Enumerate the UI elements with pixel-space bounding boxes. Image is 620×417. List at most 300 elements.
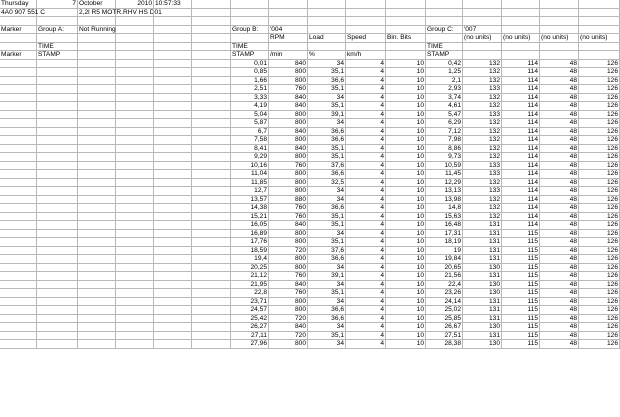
empty-cell[interactable] xyxy=(116,51,154,60)
data-cell[interactable]: 0,42 xyxy=(426,60,463,69)
empty-cell[interactable] xyxy=(0,34,37,43)
data-cell[interactable]: 115 xyxy=(502,238,540,247)
empty-cell[interactable] xyxy=(37,323,78,332)
data-cell[interactable]: 126 xyxy=(579,77,620,86)
data-cell[interactable]: 130 xyxy=(463,340,502,349)
data-cell[interactable]: 132 xyxy=(463,119,502,128)
data-cell[interactable]: 10 xyxy=(386,272,426,281)
data-cell[interactable]: 48 xyxy=(540,255,579,264)
data-cell[interactable]: 7,58 xyxy=(231,136,269,145)
empty-cell[interactable] xyxy=(154,77,192,86)
data-cell[interactable]: 24,57 xyxy=(231,306,269,315)
empty-cell[interactable] xyxy=(463,9,502,18)
empty-cell[interactable] xyxy=(540,43,579,52)
data-cell[interactable]: 10 xyxy=(386,230,426,239)
empty-cell[interactable] xyxy=(37,332,78,341)
empty-cell[interactable] xyxy=(192,128,231,137)
empty-cell[interactable] xyxy=(579,17,620,26)
data-cell[interactable]: 35,1 xyxy=(308,68,346,77)
empty-cell[interactable] xyxy=(116,9,154,18)
data-cell[interactable]: 4 xyxy=(346,204,386,213)
data-cell[interactable]: 4 xyxy=(346,85,386,94)
data-cell[interactable]: 48 xyxy=(540,272,579,281)
data-cell[interactable]: 800 xyxy=(269,170,308,179)
empty-cell[interactable] xyxy=(154,94,192,103)
empty-cell[interactable] xyxy=(192,187,231,196)
empty-cell[interactable] xyxy=(116,34,154,43)
empty-cell[interactable] xyxy=(116,306,154,315)
empty-cell[interactable] xyxy=(0,221,37,230)
empty-cell[interactable] xyxy=(386,43,426,52)
empty-cell[interactable] xyxy=(78,94,116,103)
data-cell[interactable]: 800 xyxy=(269,77,308,86)
data-cell[interactable]: 35,1 xyxy=(308,153,346,162)
empty-cell[interactable] xyxy=(78,68,116,77)
data-cell[interactable]: 131 xyxy=(463,306,502,315)
empty-cell[interactable] xyxy=(192,315,231,324)
empty-cell[interactable] xyxy=(579,0,620,9)
data-cell[interactable]: 126 xyxy=(579,170,620,179)
empty-cell[interactable] xyxy=(116,340,154,349)
empty-cell[interactable] xyxy=(0,340,37,349)
data-cell[interactable]: 126 xyxy=(579,264,620,273)
data-cell[interactable]: 48 xyxy=(540,162,579,171)
data-cell[interactable]: 720 xyxy=(269,332,308,341)
data-cell[interactable]: 28,38 xyxy=(426,340,463,349)
data-cell[interactable]: 19,84 xyxy=(426,255,463,264)
data-cell[interactable]: 13,13 xyxy=(426,187,463,196)
data-cell[interactable]: 4 xyxy=(346,323,386,332)
data-cell[interactable]: 37,6 xyxy=(308,247,346,256)
data-cell[interactable]: 114 xyxy=(502,204,540,213)
data-cell[interactable]: 115 xyxy=(502,340,540,349)
data-cell[interactable]: 4 xyxy=(346,281,386,290)
data-cell[interactable]: 114 xyxy=(502,162,540,171)
empty-cell[interactable] xyxy=(78,102,116,111)
empty-cell[interactable] xyxy=(192,162,231,171)
data-cell[interactable]: 5,47 xyxy=(426,111,463,120)
empty-cell[interactable] xyxy=(78,51,116,60)
data-cell[interactable]: 13,57 xyxy=(231,196,269,205)
data-cell[interactable]: 840 xyxy=(269,60,308,69)
empty-cell[interactable] xyxy=(37,264,78,273)
data-cell[interactable]: 48 xyxy=(540,60,579,69)
empty-cell[interactable] xyxy=(502,17,540,26)
empty-cell[interactable] xyxy=(116,315,154,324)
empty-cell[interactable] xyxy=(78,162,116,171)
empty-cell[interactable] xyxy=(0,128,37,137)
data-cell[interactable]: 48 xyxy=(540,264,579,273)
data-cell[interactable]: 800 xyxy=(269,187,308,196)
empty-cell[interactable] xyxy=(192,119,231,128)
empty-cell[interactable] xyxy=(192,196,231,205)
data-cell[interactable]: 126 xyxy=(579,289,620,298)
empty-cell[interactable] xyxy=(0,153,37,162)
empty-cell[interactable] xyxy=(308,43,346,52)
empty-cell[interactable] xyxy=(154,323,192,332)
data-cell[interactable]: 840 xyxy=(269,94,308,103)
empty-cell[interactable] xyxy=(116,323,154,332)
empty-cell[interactable] xyxy=(463,17,502,26)
empty-cell[interactable] xyxy=(78,255,116,264)
data-cell[interactable]: 132 xyxy=(463,68,502,77)
empty-cell[interactable] xyxy=(37,289,78,298)
data-cell[interactable]: 16,89 xyxy=(231,230,269,239)
group-b-number[interactable]: '004 xyxy=(269,26,308,35)
empty-cell[interactable] xyxy=(37,111,78,120)
time-stamp-b-line1[interactable]: TIME xyxy=(231,43,269,52)
data-cell[interactable]: 10 xyxy=(386,213,426,222)
empty-cell[interactable] xyxy=(192,60,231,69)
data-cell[interactable]: 48 xyxy=(540,332,579,341)
empty-cell[interactable] xyxy=(116,298,154,307)
empty-cell[interactable] xyxy=(154,221,192,230)
data-cell[interactable]: 4 xyxy=(346,247,386,256)
data-cell[interactable]: 22,4 xyxy=(426,281,463,290)
data-cell[interactable]: 126 xyxy=(579,221,620,230)
data-cell[interactable]: 14,38 xyxy=(231,204,269,213)
empty-cell[interactable] xyxy=(346,0,386,9)
empty-cell[interactable] xyxy=(116,213,154,222)
data-cell[interactable]: 5,04 xyxy=(231,111,269,120)
data-cell[interactable]: 126 xyxy=(579,111,620,120)
empty-cell[interactable] xyxy=(0,111,37,120)
empty-cell[interactable] xyxy=(37,255,78,264)
data-cell[interactable]: 115 xyxy=(502,281,540,290)
data-cell[interactable]: 32,5 xyxy=(308,179,346,188)
data-cell[interactable]: 126 xyxy=(579,255,620,264)
empty-cell[interactable] xyxy=(116,77,154,86)
empty-cell[interactable] xyxy=(78,332,116,341)
day-cell[interactable]: Thursday xyxy=(0,0,37,9)
empty-cell[interactable] xyxy=(346,26,386,35)
data-cell[interactable]: 133 xyxy=(463,85,502,94)
empty-cell[interactable] xyxy=(0,238,37,247)
data-cell[interactable]: 21,12 xyxy=(231,272,269,281)
data-cell[interactable]: 48 xyxy=(540,289,579,298)
empty-cell[interactable] xyxy=(154,111,192,120)
empty-cell[interactable] xyxy=(579,43,620,52)
empty-cell[interactable] xyxy=(0,264,37,273)
empty-cell[interactable] xyxy=(37,128,78,137)
data-cell[interactable]: 130 xyxy=(463,289,502,298)
empty-cell[interactable] xyxy=(0,77,37,86)
empty-cell[interactable] xyxy=(540,17,579,26)
empty-cell[interactable] xyxy=(192,17,231,26)
empty-cell[interactable] xyxy=(154,145,192,154)
empty-cell[interactable] xyxy=(192,68,231,77)
empty-cell[interactable] xyxy=(0,85,37,94)
data-cell[interactable]: 48 xyxy=(540,204,579,213)
data-cell[interactable]: 2,51 xyxy=(231,85,269,94)
empty-cell[interactable] xyxy=(579,26,620,35)
empty-cell[interactable] xyxy=(37,17,78,26)
data-cell[interactable]: 126 xyxy=(579,230,620,239)
data-cell[interactable]: 840 xyxy=(269,145,308,154)
empty-cell[interactable] xyxy=(154,238,192,247)
empty-cell[interactable] xyxy=(192,264,231,273)
empty-cell[interactable] xyxy=(116,272,154,281)
empty-cell[interactable] xyxy=(154,204,192,213)
empty-cell[interactable] xyxy=(386,0,426,9)
data-cell[interactable]: 115 xyxy=(502,272,540,281)
data-cell[interactable]: 48 xyxy=(540,119,579,128)
empty-cell[interactable] xyxy=(37,196,78,205)
data-cell[interactable]: 11,04 xyxy=(231,170,269,179)
data-cell[interactable]: 130 xyxy=(463,281,502,290)
empty-cell[interactable] xyxy=(116,221,154,230)
data-cell[interactable]: 34 xyxy=(308,264,346,273)
data-cell[interactable]: 126 xyxy=(579,204,620,213)
data-cell[interactable]: 48 xyxy=(540,230,579,239)
empty-cell[interactable] xyxy=(116,136,154,145)
data-cell[interactable]: 10 xyxy=(386,179,426,188)
data-cell[interactable]: 126 xyxy=(579,332,620,341)
empty-cell[interactable] xyxy=(116,85,154,94)
data-cell[interactable]: 4 xyxy=(346,332,386,341)
data-cell[interactable]: 48 xyxy=(540,68,579,77)
empty-cell[interactable] xyxy=(192,111,231,120)
data-cell[interactable]: 126 xyxy=(579,340,620,349)
empty-cell[interactable] xyxy=(154,187,192,196)
empty-cell[interactable] xyxy=(116,230,154,239)
data-cell[interactable]: 126 xyxy=(579,136,620,145)
empty-cell[interactable] xyxy=(0,255,37,264)
data-cell[interactable]: 10 xyxy=(386,196,426,205)
empty-cell[interactable] xyxy=(116,196,154,205)
data-cell[interactable]: 1,25 xyxy=(426,68,463,77)
data-cell[interactable]: 10 xyxy=(386,204,426,213)
empty-cell[interactable] xyxy=(502,9,540,18)
empty-cell[interactable] xyxy=(426,34,463,43)
empty-cell[interactable] xyxy=(192,94,231,103)
data-cell[interactable]: 48 xyxy=(540,306,579,315)
empty-cell[interactable] xyxy=(154,230,192,239)
no-units-header-4[interactable]: (no units) xyxy=(579,34,620,43)
empty-cell[interactable] xyxy=(116,255,154,264)
data-cell[interactable]: 132 xyxy=(463,94,502,103)
empty-cell[interactable] xyxy=(116,162,154,171)
empty-cell[interactable] xyxy=(78,77,116,86)
time-stamp-a-line2[interactable]: STAMP xyxy=(37,51,78,60)
empty-cell[interactable] xyxy=(154,85,192,94)
empty-cell[interactable] xyxy=(116,43,154,52)
empty-cell[interactable] xyxy=(154,128,192,137)
ecu-desc-cell[interactable]: 2,2l R5 MOTR.RHV HS D01 xyxy=(79,8,162,16)
data-cell[interactable]: 4 xyxy=(346,264,386,273)
empty-cell[interactable] xyxy=(116,128,154,137)
data-cell[interactable]: 20,65 xyxy=(426,264,463,273)
data-cell[interactable]: 34 xyxy=(308,340,346,349)
empty-cell[interactable] xyxy=(386,17,426,26)
empty-cell[interactable] xyxy=(426,17,463,26)
empty-cell[interactable] xyxy=(192,102,231,111)
empty-cell[interactable] xyxy=(346,9,386,18)
empty-cell[interactable] xyxy=(154,17,192,26)
empty-cell[interactable] xyxy=(37,298,78,307)
data-cell[interactable]: 20,25 xyxy=(231,264,269,273)
empty-cell[interactable] xyxy=(192,179,231,188)
empty-cell[interactable] xyxy=(192,136,231,145)
data-cell[interactable]: 35,1 xyxy=(308,213,346,222)
data-cell[interactable]: 0,85 xyxy=(231,68,269,77)
empty-cell[interactable] xyxy=(37,315,78,324)
empty-cell[interactable] xyxy=(78,221,116,230)
data-cell[interactable]: 11,85 xyxy=(231,179,269,188)
data-cell[interactable]: 4 xyxy=(346,315,386,324)
data-cell[interactable]: 12,29 xyxy=(426,179,463,188)
data-cell[interactable]: 48 xyxy=(540,213,579,222)
data-cell[interactable]: 39,1 xyxy=(308,111,346,120)
data-cell[interactable]: 15,21 xyxy=(231,213,269,222)
marker-label-2[interactable]: Marker xyxy=(0,51,37,60)
data-cell[interactable]: 10 xyxy=(386,162,426,171)
empty-cell[interactable] xyxy=(502,43,540,52)
data-cell[interactable]: 760 xyxy=(269,204,308,213)
data-cell[interactable]: 10,16 xyxy=(231,162,269,171)
data-cell[interactable]: 37,6 xyxy=(308,162,346,171)
data-cell[interactable]: 132 xyxy=(463,102,502,111)
empty-cell[interactable] xyxy=(37,9,78,18)
data-cell[interactable]: 4 xyxy=(346,111,386,120)
empty-cell[interactable] xyxy=(116,102,154,111)
data-cell[interactable]: 23,71 xyxy=(231,298,269,307)
data-cell[interactable]: 840 xyxy=(269,102,308,111)
time-stamp-c-line1[interactable]: TIME xyxy=(426,43,463,52)
data-cell[interactable]: 11,45 xyxy=(426,170,463,179)
empty-cell[interactable] xyxy=(154,60,192,69)
empty-cell[interactable] xyxy=(154,26,192,35)
empty-cell[interactable] xyxy=(0,162,37,171)
data-cell[interactable]: 10 xyxy=(386,102,426,111)
data-cell[interactable]: 131 xyxy=(463,315,502,324)
data-cell[interactable]: 48 xyxy=(540,179,579,188)
empty-cell[interactable] xyxy=(154,136,192,145)
empty-cell[interactable] xyxy=(78,111,116,120)
data-cell[interactable]: 4 xyxy=(346,145,386,154)
data-cell[interactable]: 21,56 xyxy=(426,272,463,281)
empty-cell[interactable] xyxy=(78,230,116,239)
data-cell[interactable]: 114 xyxy=(502,119,540,128)
data-cell[interactable]: 132 xyxy=(463,128,502,137)
empty-cell[interactable] xyxy=(78,60,116,69)
empty-cell[interactable] xyxy=(192,51,231,60)
data-cell[interactable]: 48 xyxy=(540,221,579,230)
empty-cell[interactable] xyxy=(0,179,37,188)
empty-cell[interactable] xyxy=(192,145,231,154)
empty-cell[interactable] xyxy=(116,111,154,120)
empty-cell[interactable] xyxy=(0,102,37,111)
empty-cell[interactable] xyxy=(192,247,231,256)
data-cell[interactable]: 10 xyxy=(386,340,426,349)
data-cell[interactable]: 114 xyxy=(502,136,540,145)
data-cell[interactable]: 48 xyxy=(540,77,579,86)
empty-cell[interactable] xyxy=(154,43,192,52)
data-cell[interactable]: 133 xyxy=(463,187,502,196)
empty-cell[interactable] xyxy=(154,162,192,171)
empty-cell[interactable] xyxy=(78,238,116,247)
data-cell[interactable]: 126 xyxy=(579,272,620,281)
empty-cell[interactable] xyxy=(37,34,78,43)
empty-cell[interactable] xyxy=(540,51,579,60)
empty-cell[interactable] xyxy=(540,9,579,18)
data-cell[interactable]: 16,05 xyxy=(231,221,269,230)
empty-cell[interactable] xyxy=(78,145,116,154)
empty-cell[interactable] xyxy=(116,247,154,256)
data-cell[interactable]: 4 xyxy=(346,94,386,103)
data-cell[interactable]: 126 xyxy=(579,60,620,69)
data-cell[interactable]: 35,1 xyxy=(308,238,346,247)
empty-cell[interactable] xyxy=(231,0,269,9)
data-cell[interactable]: 48 xyxy=(540,145,579,154)
data-cell[interactable]: 4,61 xyxy=(426,102,463,111)
empty-cell[interactable] xyxy=(37,119,78,128)
empty-cell[interactable] xyxy=(78,179,116,188)
data-cell[interactable]: 4 xyxy=(346,289,386,298)
data-cell[interactable]: 115 xyxy=(502,264,540,273)
data-cell[interactable]: 126 xyxy=(579,153,620,162)
data-cell[interactable]: 132 xyxy=(463,145,502,154)
group-a-label[interactable]: Group A: xyxy=(37,26,78,35)
empty-cell[interactable] xyxy=(192,170,231,179)
data-cell[interactable]: 126 xyxy=(579,323,620,332)
empty-cell[interactable] xyxy=(154,196,192,205)
data-cell[interactable]: 34 xyxy=(308,323,346,332)
data-cell[interactable]: 114 xyxy=(502,196,540,205)
empty-cell[interactable] xyxy=(154,179,192,188)
empty-cell[interactable] xyxy=(231,34,269,43)
data-cell[interactable]: 9,73 xyxy=(426,153,463,162)
empty-cell[interactable] xyxy=(78,119,116,128)
empty-cell[interactable] xyxy=(0,281,37,290)
empty-cell[interactable] xyxy=(116,264,154,273)
empty-cell[interactable] xyxy=(540,0,579,9)
empty-cell[interactable] xyxy=(0,187,37,196)
empty-cell[interactable] xyxy=(116,238,154,247)
empty-cell[interactable] xyxy=(37,221,78,230)
data-cell[interactable]: 126 xyxy=(579,315,620,324)
empty-cell[interactable] xyxy=(386,51,426,60)
data-cell[interactable]: 48 xyxy=(540,111,579,120)
empty-cell[interactable] xyxy=(154,255,192,264)
empty-cell[interactable] xyxy=(0,213,37,222)
data-cell[interactable]: 131 xyxy=(463,332,502,341)
bin-bits-header[interactable]: Bin. Bits xyxy=(386,34,426,43)
data-cell[interactable]: 48 xyxy=(540,315,579,324)
empty-cell[interactable] xyxy=(78,153,116,162)
data-cell[interactable]: 36,6 xyxy=(308,315,346,324)
data-cell[interactable]: 48 xyxy=(540,340,579,349)
data-cell[interactable]: 10 xyxy=(386,306,426,315)
empty-cell[interactable] xyxy=(192,298,231,307)
data-cell[interactable]: 36,6 xyxy=(308,204,346,213)
data-cell[interactable]: 114 xyxy=(502,94,540,103)
data-cell[interactable]: 4 xyxy=(346,153,386,162)
empty-cell[interactable] xyxy=(37,230,78,239)
data-cell[interactable]: 4 xyxy=(346,77,386,86)
data-cell[interactable]: 114 xyxy=(502,102,540,111)
empty-cell[interactable] xyxy=(192,340,231,349)
data-cell[interactable]: 114 xyxy=(502,221,540,230)
empty-cell[interactable] xyxy=(0,170,37,179)
data-cell[interactable]: 132 xyxy=(463,60,502,69)
empty-cell[interactable] xyxy=(154,119,192,128)
empty-cell[interactable] xyxy=(192,221,231,230)
data-cell[interactable]: 131 xyxy=(463,298,502,307)
data-cell[interactable]: 36,6 xyxy=(308,255,346,264)
empty-cell[interactable] xyxy=(346,17,386,26)
no-units-header-1[interactable]: (no units) xyxy=(463,34,502,43)
